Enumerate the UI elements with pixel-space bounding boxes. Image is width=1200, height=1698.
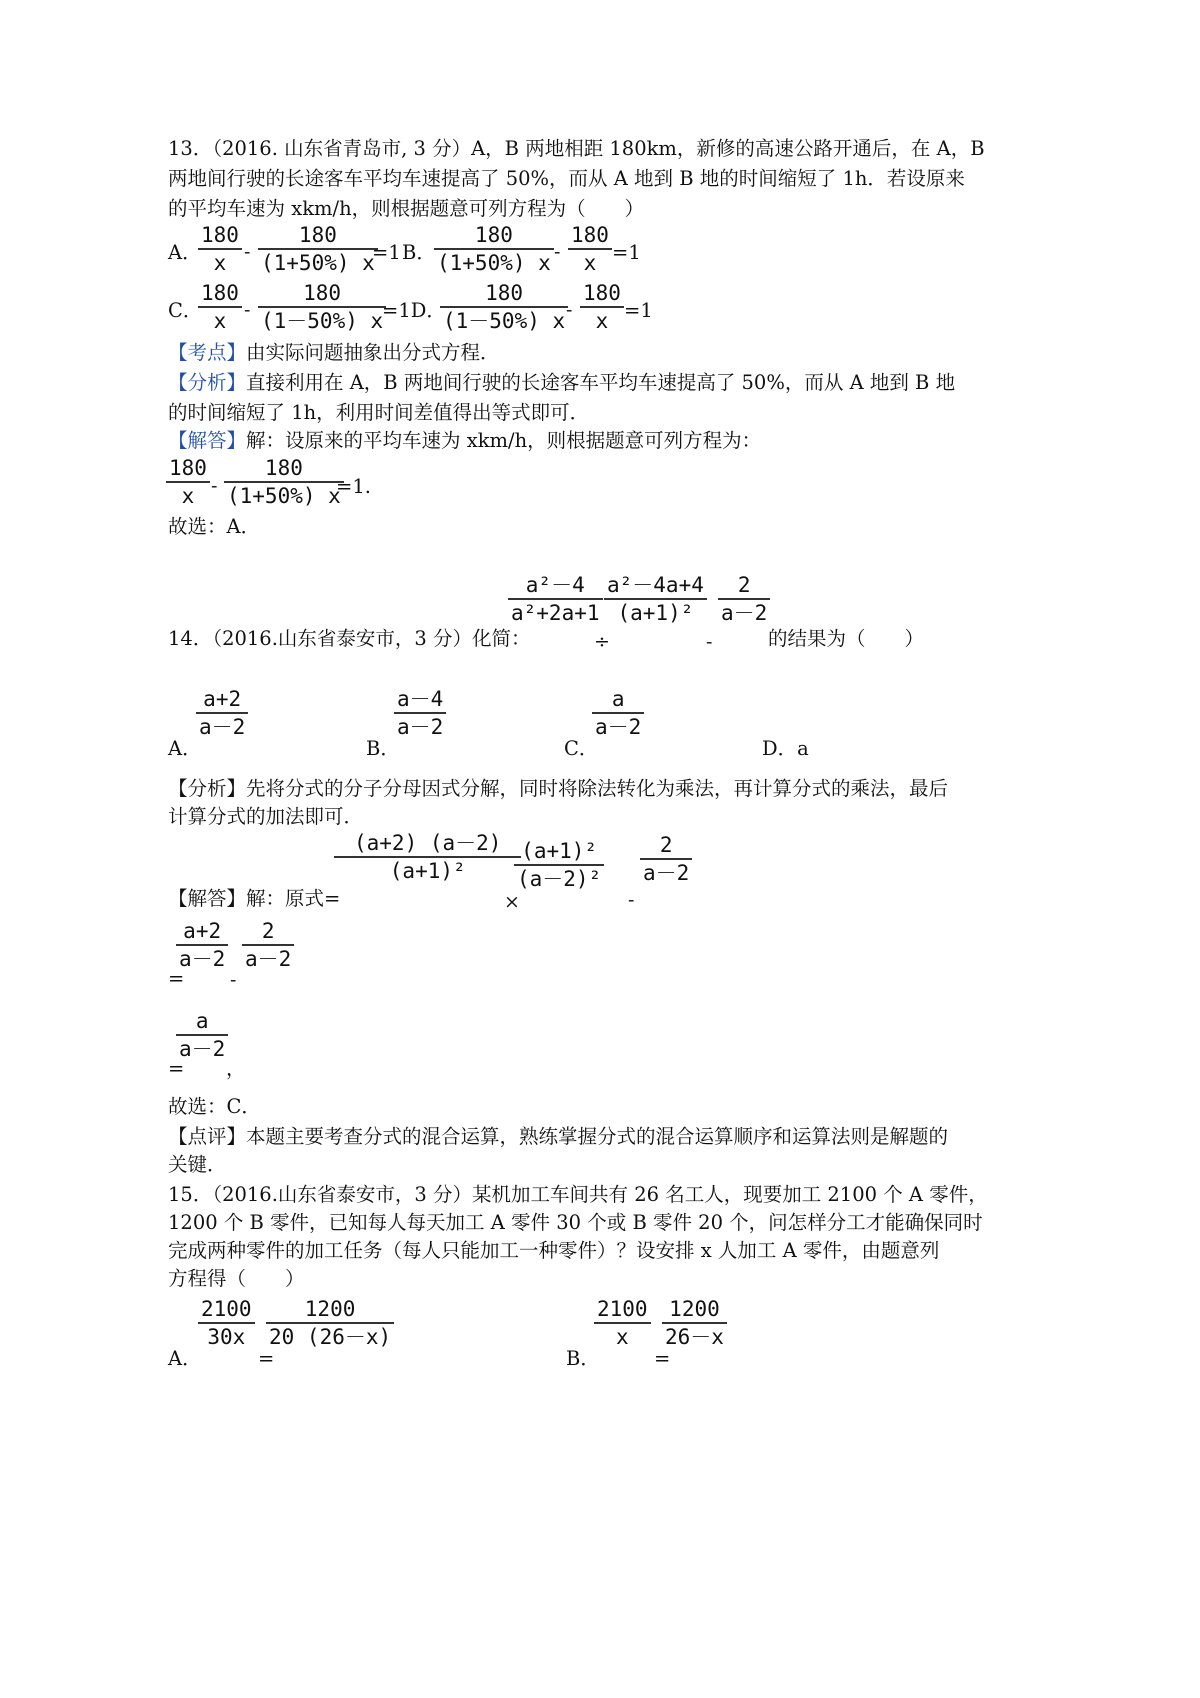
q13-fenxi-line2: 的时间缩短了 1h，利用时间差值得出等式即可．	[168, 401, 590, 424]
q13-d-minus: -	[566, 299, 573, 321]
jieda-text: 解：设原来的平均车速为 xkm/h，则根据题意可列方程为：	[246, 429, 762, 452]
q14-step1-minus: -	[628, 889, 635, 911]
q15-b-equals: =	[654, 1347, 671, 1370]
q13-a-equals: =1	[372, 241, 401, 264]
q15-a-fraction-2: 1200 20 (26－x)	[266, 1296, 394, 1350]
q14-option-b-fraction: a－4 a－2	[394, 686, 446, 740]
kaodian-tag: 【考点】	[168, 341, 247, 364]
q14-option-a-label: A．	[168, 737, 202, 760]
q13-b-fraction-1: 180 (1+50%) x	[434, 222, 554, 276]
q13-option-b-label: B．	[402, 241, 436, 264]
q13-kaodian	[168, 340, 500, 366]
q15-stem-line2: 1200 个 B 零件，已知每人每天加工 A 零件 30 个或 B 零件 20 个，问怎样分工才能确保同时	[168, 1211, 983, 1234]
q13-c-fraction-1: 180 x	[198, 280, 242, 334]
q13-answer-equals: =1.	[336, 475, 371, 498]
q15-stem-line1: 15．（2016.山东省泰安市，3 分）某机加工车间共有 26 名工人，现要加工 2100 个 A 零件，	[168, 1183, 988, 1206]
q14-stem-end: 的结果为（ ）	[768, 627, 925, 650]
q13-a-minus: -	[244, 241, 251, 263]
q13-jieda	[168, 428, 761, 454]
q14-step1-fraction-1: (a+2) (a－2) (a+1)²	[334, 830, 521, 884]
q14-fenxi-line2: 计算分式的加法即可．	[168, 805, 364, 828]
q14-fenxi-line1: 【分析】先将分式的分子分母因式分解，同时将除法转化为乘法，再计算分式的乘法，最后	[168, 777, 949, 800]
q14-dianping-line2: 关键．	[168, 1153, 227, 1176]
q14-option-b-label: B．	[366, 737, 400, 760]
q14-option-c-fraction: a a－2	[592, 686, 644, 740]
q14-option-a-fraction: a+2 a－2	[196, 686, 248, 740]
q14-stem-fraction-3: 2 a－2	[718, 572, 770, 626]
q15-stem-line4: 方程得（ ）	[168, 1267, 305, 1290]
q13-option-c-label: C．	[168, 299, 203, 322]
q14-stem-minus: -	[706, 631, 713, 653]
q14-dianping-line1: 【点评】本题主要考查分式的混合运算，熟练掌握分式的混合运算顺序和运算法则是解题的	[168, 1125, 949, 1148]
q14-stem-fraction-1: a²－4 a²+2a+1	[508, 572, 603, 626]
q15-a-equals: =	[258, 1347, 275, 1370]
fenxi-text: 直接利用在 A，B 两地间行驶的长途客车平均车速提高了 50%，而从 A 地到 B 地	[246, 371, 956, 394]
q13-a-fraction-2: 180 (1+50%) x	[258, 222, 378, 276]
q13-c-equals-d-label: =1D．	[382, 299, 446, 322]
q13-option-a-label: A．	[168, 241, 202, 264]
q13-stem-line3: 的平均车速为 xkm/h，则根据题意可列方程为（ ）	[168, 197, 645, 220]
q13-choice: 故选：A．	[168, 515, 261, 538]
q13-stem-line2: 两地间行驶的长途客车平均车速提高了 50%，而从 A 地到 B 地的时间缩短了 1h．若设原来	[168, 167, 965, 190]
q13-b-fraction-2: 180 x	[568, 222, 612, 276]
q14-step3-equals: =	[168, 1057, 185, 1080]
q13-c-minus: -	[244, 299, 251, 321]
q14-option-d: D．a	[762, 737, 809, 760]
kaodian-text: 由实际问题抽象出分式方程．	[246, 341, 500, 364]
q15-a-fraction-1: 2100 30x	[198, 1296, 255, 1350]
q14-stem-divide: ÷	[594, 631, 610, 653]
q13-c-fraction-2: 180 (1－50%) x	[258, 280, 386, 334]
q13-d-equals: =1	[624, 299, 653, 322]
q14-stem-fraction-2: a²－4a+4 (a+1)²	[604, 572, 707, 626]
q14-jieda: 【解答】解：原式=	[168, 887, 341, 910]
q14-step2-fraction-1: a+2 a－2	[176, 918, 228, 972]
q14-step2-equals: =	[168, 967, 185, 990]
q14-step1-fraction-2: (a+1)² (a－2)²	[514, 838, 604, 892]
q14-step3-comma: ，	[226, 1057, 246, 1080]
q15-b-fraction-2: 1200 26－x	[662, 1296, 727, 1350]
q15-option-b-label: B．	[566, 1347, 600, 1370]
q14-choice: 故选：C．	[168, 1095, 261, 1118]
q13-answer-fraction-2: 180 (1+50%) x	[224, 455, 344, 509]
q13-fenxi	[168, 370, 955, 396]
q15-stem-line3: 完成两种零件的加工任务（每人只能加工一种零件）？设安排 x 人加工 A 零件，由题意列	[168, 1239, 940, 1262]
q14-option-c-label: C．	[564, 737, 599, 760]
q13-d-fraction-1: 180 (1－50%) x	[440, 280, 568, 334]
fenxi-tag: 【分析】	[168, 371, 247, 394]
q14-step2-minus: -	[230, 969, 237, 991]
q14-stem: 14．（2016.山东省泰安市，3 分）化简：	[168, 627, 531, 650]
q13-stem-line1: 13．（2016. 山东省青岛市, 3 分）A，B 两地相距 180km，新修的高速公路开通后，在 A，B	[168, 137, 985, 160]
q13-d-fraction-2: 180 x	[580, 280, 624, 334]
q13-b-minus: -	[554, 241, 561, 263]
jieda-tag: 【解答】	[168, 429, 247, 452]
q13-a-fraction-1: 180 x	[198, 222, 242, 276]
q13-answer-minus: -	[211, 475, 218, 497]
q15-option-a-label: A．	[168, 1347, 202, 1370]
q14-step1-times: ×	[504, 891, 520, 913]
q15-b-fraction-1: 2100 x	[594, 1296, 651, 1350]
q14-step1-fraction-3: 2 a－2	[640, 832, 692, 886]
q14-step3-fraction: a a－2	[176, 1008, 228, 1062]
q13-answer-fraction-1: 180 x	[166, 455, 210, 509]
q13-b-equals: =1	[612, 241, 641, 264]
q14-step2-fraction-2: 2 a－2	[242, 918, 294, 972]
